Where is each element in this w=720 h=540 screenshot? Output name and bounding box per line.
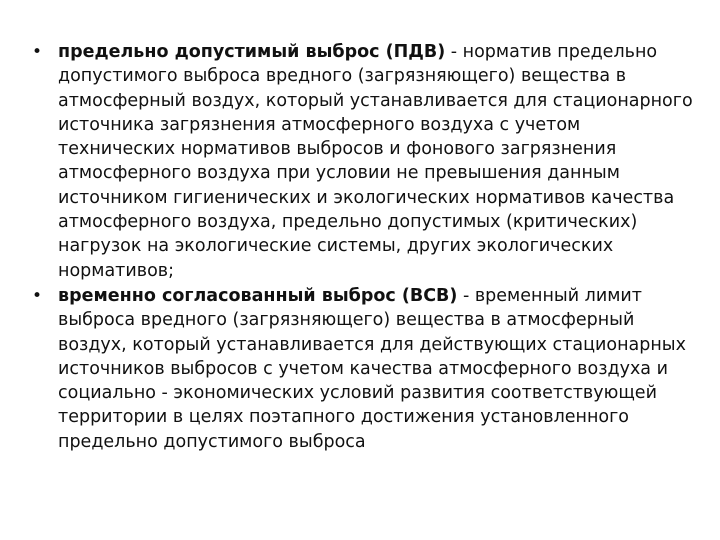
- definition-vsv: - временный лимит выброса вредного (загрязняющего) вещества в атмосферный воздух, который устанавливается для действующих стационарных источников выбросов с учетом качества атмосферного воздуха и социально - экономических условий развития соответствующей территории в целях поэтапного достижения установленного предельно допустимого выброса: [58, 285, 686, 452]
- list-item-vsv: [30, 284, 700, 454]
- list-item-pdv: [30, 40, 700, 283]
- bullet-icon: •: [32, 285, 43, 306]
- definition-pdv: - норматив предельно допустимого выброса вредного (загрязняющего) вещества в атмосферный воздух, который устанавливается для стационарного источника загрязнения атмосферного воздуха с учетом технических нормативов выбросов и фонового загрязнения атмосферного воздуха при условии не превышения данным источником гигиенических и экологических нормативов качества атмосферного воздуха, предельно допустимых (критических) нагрузок на экологические системы, других экологических нормативов;: [58, 42, 693, 281]
- definition-list: [30, 40, 700, 454]
- term-vsv: временно согласованный выброс (ВСВ): [58, 285, 458, 306]
- bullet-icon: •: [32, 42, 43, 62]
- term-pdv: предельно допустимый выброс (ПДВ): [58, 42, 446, 62]
